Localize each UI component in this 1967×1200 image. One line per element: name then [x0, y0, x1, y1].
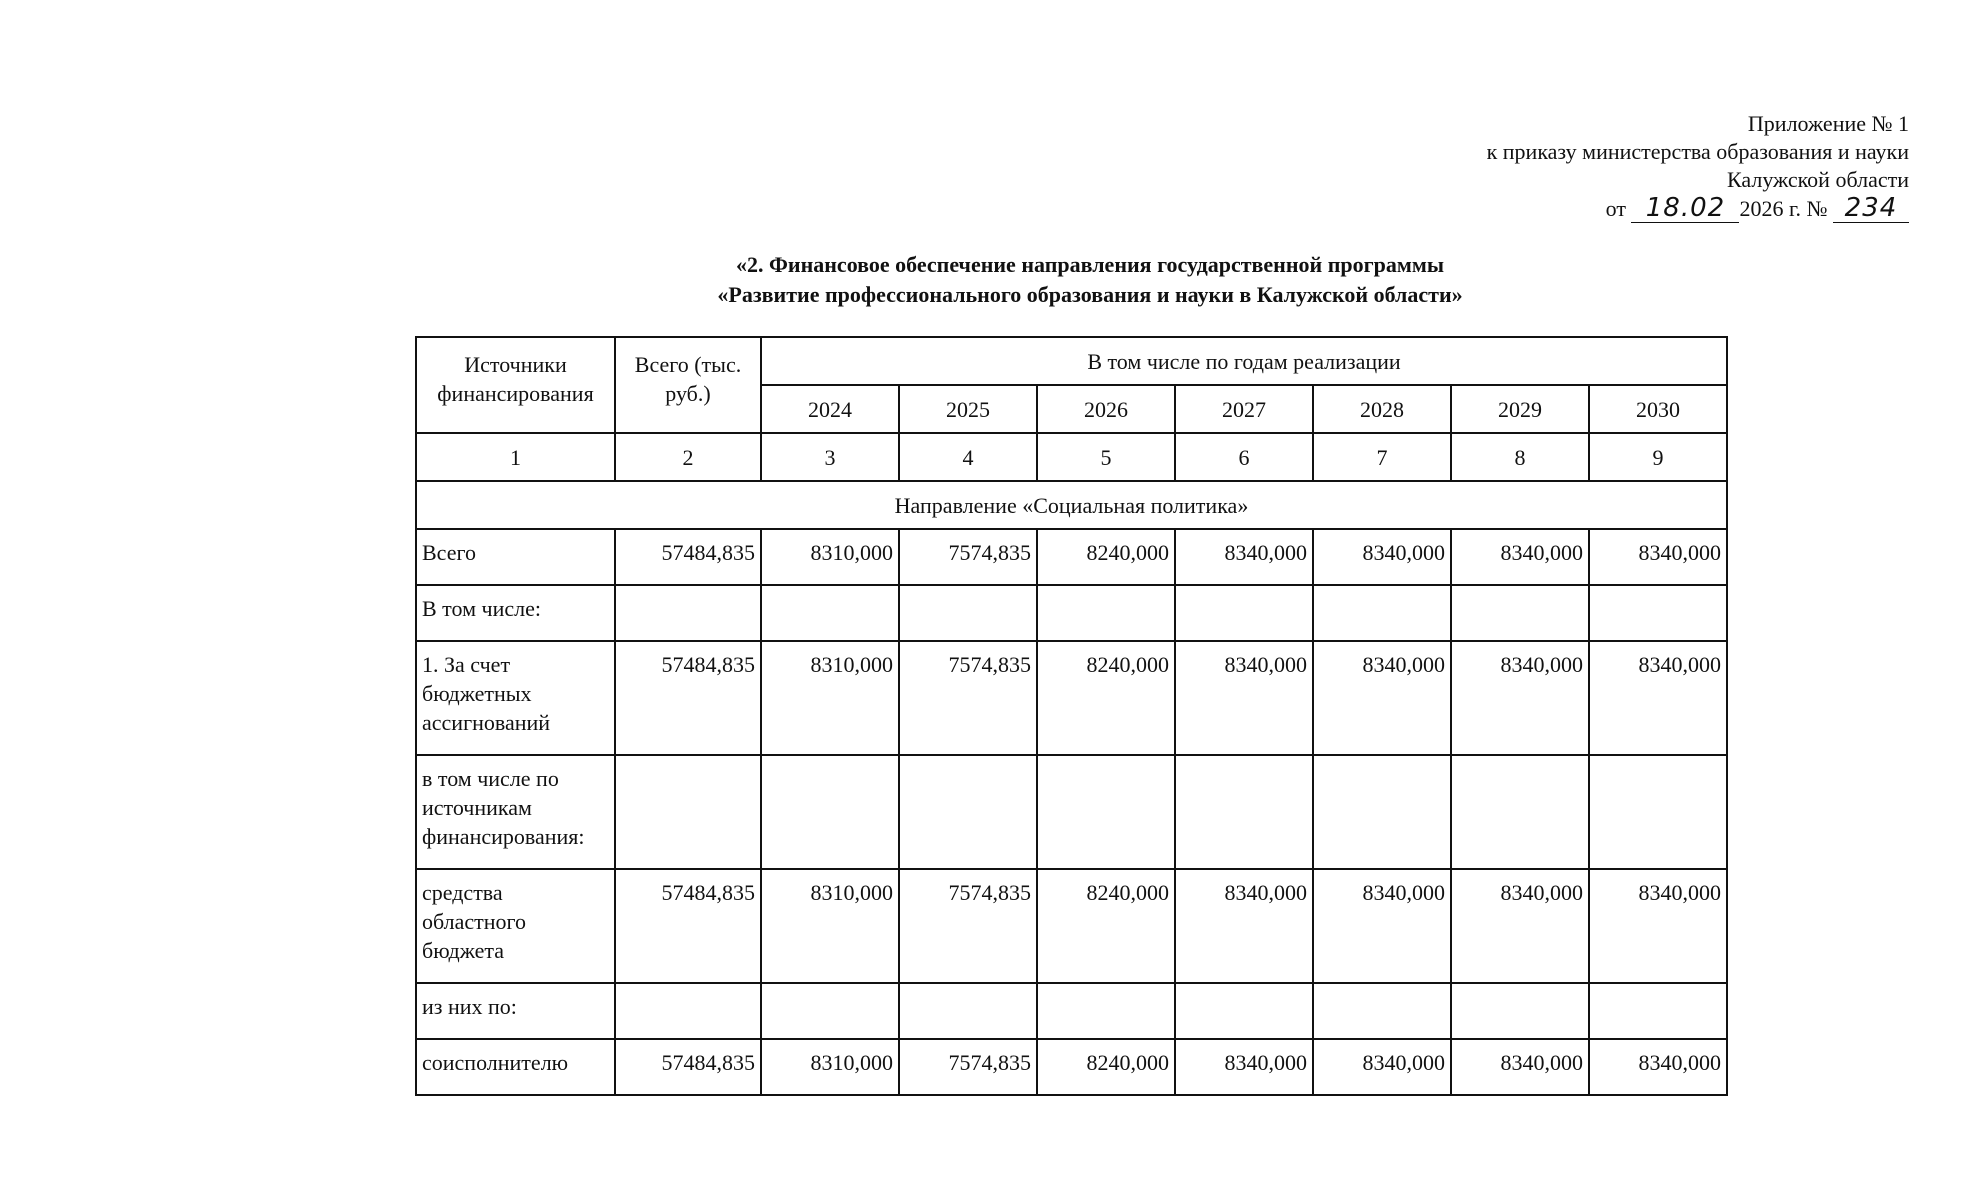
appendix-line-2: к приказу министерства образования и науки: [1486, 139, 1909, 164]
total-value-cell: [615, 585, 761, 641]
year-header: 2026: [1037, 385, 1175, 433]
year-value-cell: 8340,000: [1589, 1039, 1727, 1095]
table-row: [416, 1039, 1727, 1095]
year-value-cell: 8310,000: [761, 869, 899, 983]
year-value-cell: 8340,000: [1589, 869, 1727, 983]
year-value-cell: 8340,000: [1589, 529, 1727, 585]
year-value-cell: [1589, 983, 1727, 1039]
total-value-cell: 57484,835: [615, 1039, 761, 1095]
row-label: в том числе по источникам финансирования:: [416, 755, 615, 869]
appendix-line-3: Калужской области: [1727, 167, 1909, 192]
header-total: Всего (тыс. руб.): [615, 337, 761, 433]
table-row: [416, 585, 1727, 641]
handwritten-order-number: 234: [1833, 194, 1909, 223]
table-row: [416, 529, 1727, 585]
year-value-cell: [1313, 585, 1451, 641]
column-number: 2: [615, 433, 761, 481]
year-value-cell: 7574,835: [899, 869, 1037, 983]
year-value-cell: [1313, 755, 1451, 869]
year-header: 2030: [1589, 385, 1727, 433]
year-header: 2027: [1175, 385, 1313, 433]
section-title: Направление «Социальная политика»: [416, 481, 1727, 529]
row-label: В том числе:: [416, 585, 615, 641]
year-value-cell: [1037, 755, 1175, 869]
year-value-cell: [1589, 585, 1727, 641]
year-value-cell: 7574,835: [899, 1039, 1037, 1095]
title-line-2: «Развитие профессионального образования и науки в Калужской области»: [717, 282, 1463, 307]
year-value-cell: [1313, 983, 1451, 1039]
row-label: из них по:: [416, 983, 615, 1039]
title-line-1: «2. Финансовое обеспечение направления государственной программы: [736, 252, 1444, 277]
year-header: 2024: [761, 385, 899, 433]
table-row: [416, 641, 1727, 755]
year-value-cell: [761, 755, 899, 869]
total-value-cell: [615, 755, 761, 869]
column-number: 1: [416, 433, 615, 481]
section-row: [416, 481, 1727, 529]
year-value-cell: 8340,000: [1313, 869, 1451, 983]
year-value-cell: 8340,000: [1175, 641, 1313, 755]
column-numbers-row: [416, 433, 1727, 481]
year-value-cell: 7574,835: [899, 529, 1037, 585]
year-value-cell: 8340,000: [1451, 641, 1589, 755]
column-number: 5: [1037, 433, 1175, 481]
document-title: [560, 250, 1620, 310]
year-value-cell: 8340,000: [1313, 529, 1451, 585]
date-prefix: от: [1605, 196, 1626, 221]
year-value-cell: 8240,000: [1037, 641, 1175, 755]
appendix-date-line: [1487, 194, 1909, 223]
table-row: [416, 983, 1727, 1039]
year-value-cell: 7574,835: [899, 641, 1037, 755]
column-number: 8: [1451, 433, 1589, 481]
handwritten-date: 18.02: [1631, 194, 1739, 223]
column-number: 9: [1589, 433, 1727, 481]
year-value-cell: [1451, 983, 1589, 1039]
year-header: 2028: [1313, 385, 1451, 433]
year-value-cell: 8310,000: [761, 1039, 899, 1095]
year-value-cell: 8340,000: [1451, 869, 1589, 983]
year-value-cell: [899, 585, 1037, 641]
appendix-header: [1487, 110, 1909, 223]
total-value-cell: 57484,835: [615, 529, 761, 585]
year-value-cell: [1175, 585, 1313, 641]
year-value-cell: [899, 983, 1037, 1039]
column-number: 4: [899, 433, 1037, 481]
row-label: Всего: [416, 529, 615, 585]
year-value-cell: [1037, 585, 1175, 641]
year-value-cell: 8310,000: [761, 641, 899, 755]
year-value-cell: [761, 585, 899, 641]
header-row-1: [416, 337, 1727, 385]
year-value-cell: 8340,000: [1589, 641, 1727, 755]
year-value-cell: [761, 983, 899, 1039]
row-label: соисполнителю: [416, 1039, 615, 1095]
total-value-cell: [615, 983, 761, 1039]
year-value-cell: [1451, 585, 1589, 641]
year-value-cell: 8340,000: [1175, 869, 1313, 983]
year-value-cell: 8340,000: [1175, 1039, 1313, 1095]
year-header: 2025: [899, 385, 1037, 433]
year-value-cell: [899, 755, 1037, 869]
year-value-cell: [1451, 755, 1589, 869]
table-row: [416, 755, 1727, 869]
row-label: средства областного бюджета: [416, 869, 615, 983]
total-value-cell: 57484,835: [615, 641, 761, 755]
year-value-cell: 8340,000: [1451, 1039, 1589, 1095]
financing-table: [415, 336, 1728, 1096]
year-value-cell: 8310,000: [761, 529, 899, 585]
year-value-cell: 8340,000: [1175, 529, 1313, 585]
column-number: 3: [761, 433, 899, 481]
column-number: 6: [1175, 433, 1313, 481]
column-number: 7: [1313, 433, 1451, 481]
year-value-cell: [1175, 983, 1313, 1039]
year-value-cell: 8240,000: [1037, 529, 1175, 585]
year-value-cell: 8340,000: [1313, 641, 1451, 755]
year-value-cell: [1175, 755, 1313, 869]
total-value-cell: 57484,835: [615, 869, 761, 983]
year-text: 2026 г. №: [1739, 196, 1828, 221]
year-value-cell: 8240,000: [1037, 869, 1175, 983]
year-value-cell: [1037, 983, 1175, 1039]
year-value-cell: [1589, 755, 1727, 869]
table-row: [416, 869, 1727, 983]
year-value-cell: 8240,000: [1037, 1039, 1175, 1095]
year-value-cell: 8340,000: [1451, 529, 1589, 585]
year-value-cell: 8340,000: [1313, 1039, 1451, 1095]
appendix-line-1: Приложение № 1: [1747, 111, 1909, 136]
row-label: 1. За счет бюджетных ассигнований: [416, 641, 615, 755]
header-years-group: В том числе по годам реализации: [761, 337, 1727, 385]
year-header: 2029: [1451, 385, 1589, 433]
header-source: Источники финансирования: [416, 337, 615, 433]
